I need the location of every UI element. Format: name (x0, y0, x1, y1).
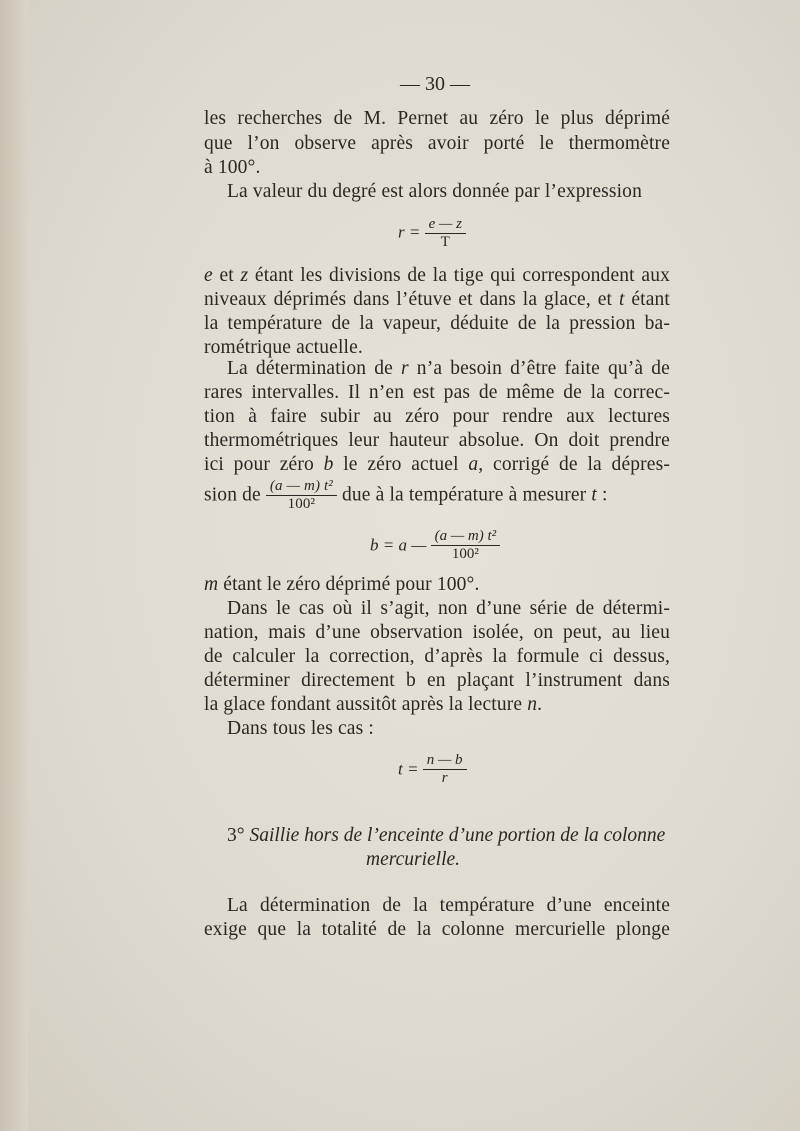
text-line: les recherches de M. Pernet au zéro le plus déprimé (204, 108, 670, 129)
section-title-line-1: Saillie hors de l’enceinte d’une portion de la colonne (249, 825, 666, 846)
text-line: rares intervalles. Il n’en est pas de même de la correc- (204, 382, 670, 403)
text-line: de calculer la correction, d’après la formule ci dessus, (204, 646, 670, 667)
text-line-with-fraction: sion de $\frac{\text{(a — m) t²}}{\text{100²}}$ due à la température à mesurer t : (204, 478, 608, 512)
text-line: La détermination de r n’a besoin d’être faite qu’à de (227, 358, 670, 379)
fraction (425, 216, 466, 251)
formula-r (398, 216, 466, 251)
text-line: exige que la totalité de la colonne mercurielle plonge (204, 919, 670, 940)
text-line: que l’on observe après avoir porté le thermomètre (204, 133, 670, 154)
text-line: déterminer directement b en plaçant l’instrument dans (204, 670, 670, 691)
formula-t (398, 752, 467, 787)
text-line: m étant le zéro déprimé pour 100°. (204, 574, 480, 595)
section-title-line-2: mercurielle. (366, 849, 461, 870)
fraction-numerator: (a — m) t² (269, 478, 333, 494)
text-line: La détermination de la température d’une enceinte (227, 895, 670, 916)
text-line: thermométriques leur hauteur absolue. On doit prendre (204, 430, 670, 451)
fraction-denominator: 100² (266, 495, 337, 513)
text-line: niveaux déprimés dans l’étuve et dans la glace, et t étant (204, 289, 671, 310)
page-number: — 30 — (400, 73, 470, 95)
text-line: la température de la vapeur, déduite de la pression ba- (204, 313, 670, 334)
formula-lhs: r = (398, 222, 421, 242)
fraction-denominator: T (425, 233, 466, 251)
section-heading (227, 825, 670, 847)
fraction-numerator: n — b (426, 752, 463, 768)
fraction-denominator: r (423, 769, 467, 787)
text-line: ici pour zéro b le zéro actuel a, corrigé de la dépres- (204, 454, 670, 475)
fraction-numerator: (a — m) t² (434, 528, 497, 544)
text-line: tion à faire subir au zéro pour rendre aux lectures (204, 406, 670, 427)
page-spine-shadow (0, 0, 28, 1131)
text-line: nation, mais d’une observation isolée, on peut, au lieu (204, 622, 670, 643)
fraction (423, 752, 467, 787)
text-line: Dans tous les cas : (227, 718, 374, 739)
text-line: à 100°. (204, 157, 261, 178)
text-line: e et z étant les divisions de la tige qui correspondent aux (204, 265, 670, 286)
text-line: rométrique actuelle. (204, 337, 363, 358)
fraction-numerator: e — z (428, 216, 462, 232)
formula-lhs: b = a — (370, 535, 427, 555)
formula-lhs: t = (398, 759, 419, 779)
text-line: la glace fondant aussitôt après la lecture n. (204, 694, 543, 715)
fraction (266, 478, 337, 513)
text-line: Dans le cas où il s’agit, non d’une série de détermi- (227, 598, 670, 619)
text-line: La valeur du degré est alors donnée par l’expression (227, 181, 642, 202)
section-number: 3° (227, 825, 245, 846)
formula-b (370, 528, 500, 563)
fraction-denominator: 100² (431, 545, 501, 563)
fraction (431, 528, 501, 563)
